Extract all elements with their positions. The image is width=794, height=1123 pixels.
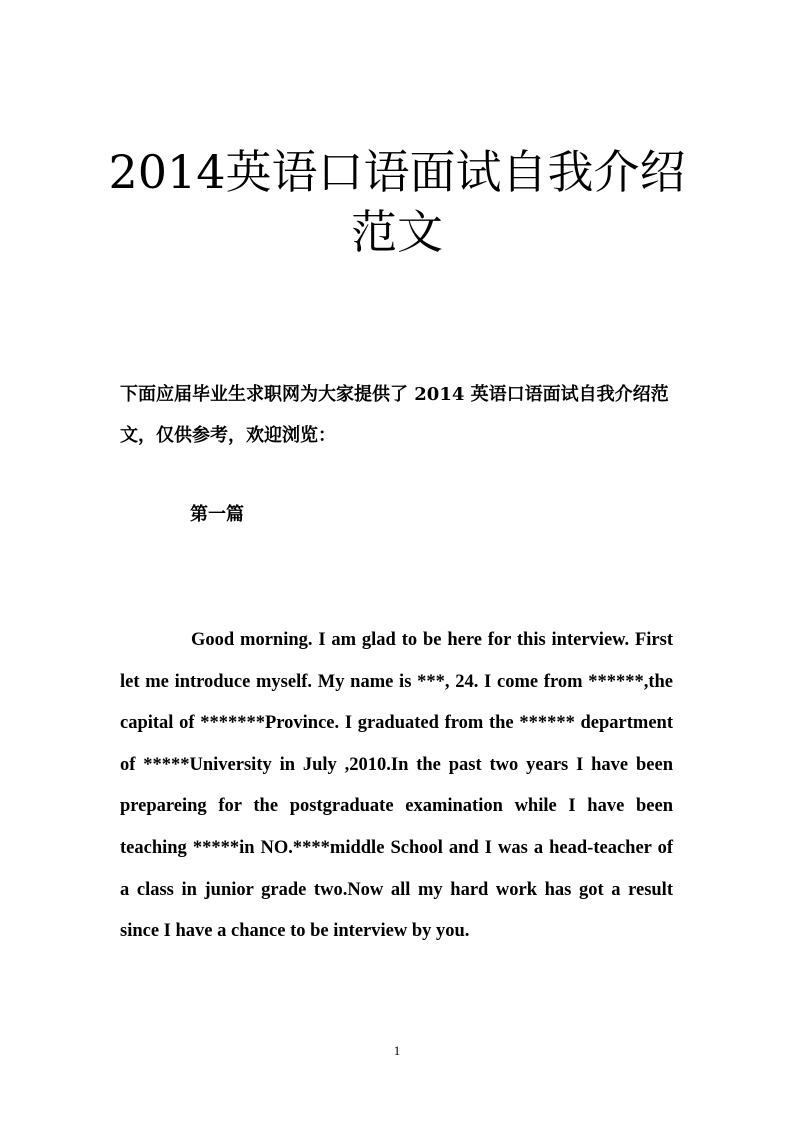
page-number: 1 [393,1043,401,1058]
section-heading: 第一篇 [190,504,244,525]
intro-paragraph: 下面应届毕业生求职网为大家提供了 2014 英语口语面试自我介绍范文，仅供参考，欢迎浏览： [120,384,669,446]
document-title: 2014英语口语面试自我介绍范文 [108,145,686,259]
body-paragraph: Good morning. I am glad to be here for this interview. First let me introduce myself. My name is ***, 24. I come from ******,the capital of *******Province. I graduated from the ****** department of *****University in July ,2010.In the past two years I have been prepareing for the postgraduate examination while I have been teaching *****in NO.****middle School and I was a head-teacher of a class in junior grade two.Now all my hard work has got a result since I have a chance to be interview by you. [120,630,673,942]
